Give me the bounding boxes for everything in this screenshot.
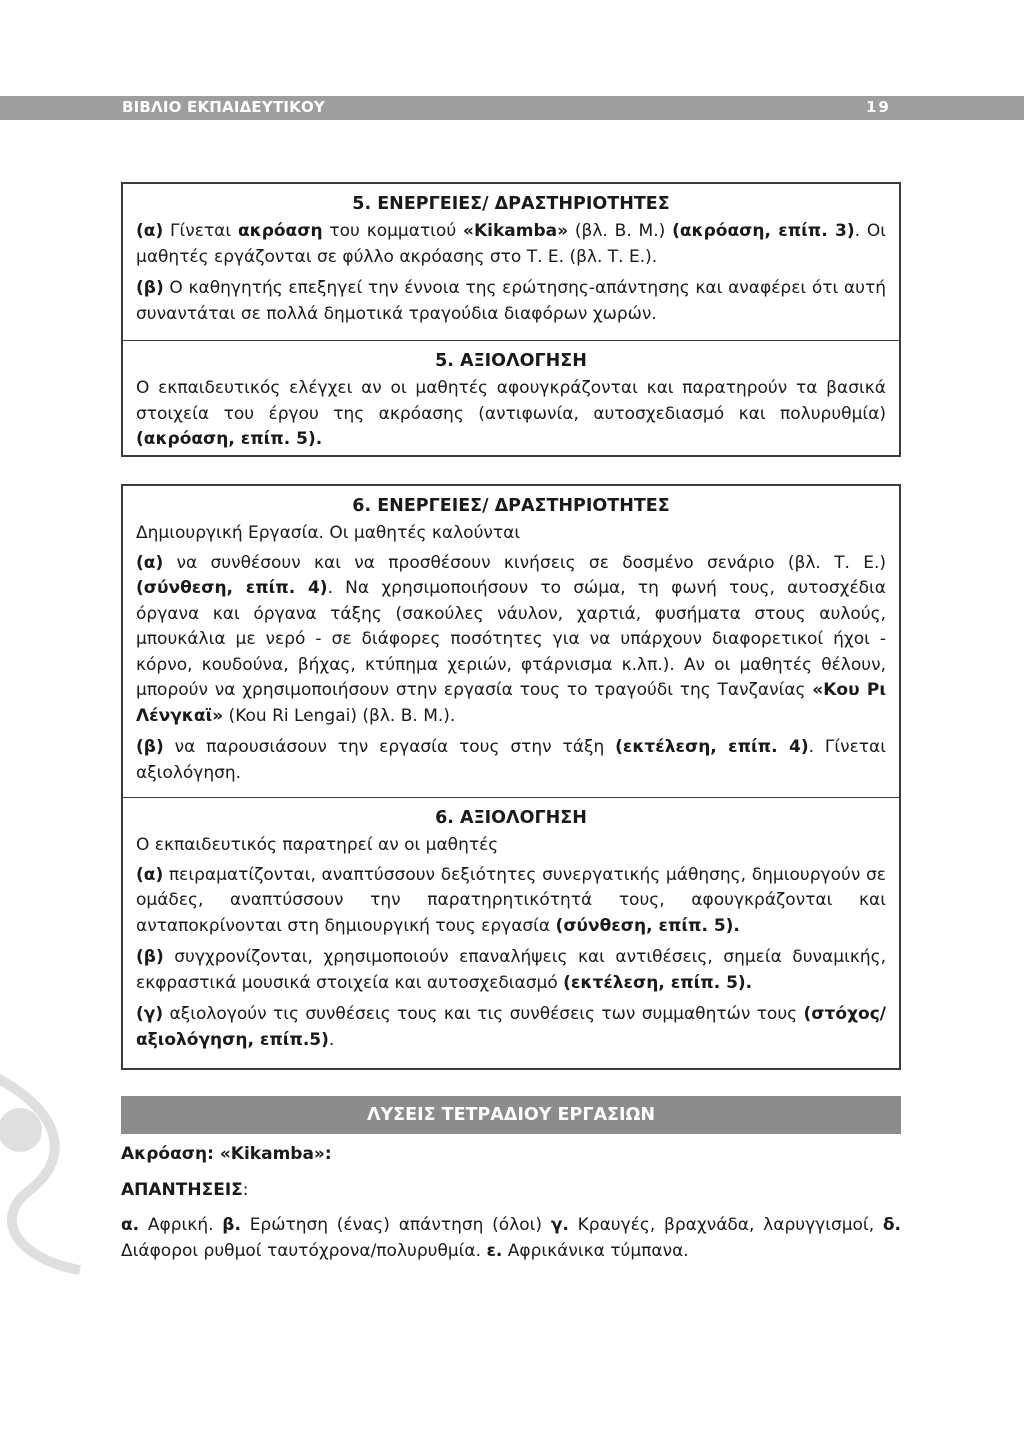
section-6-evaluation-a: (α) πειραματίζονται, αναπτύσσουν δεξιότητες συνεργατικής μάθησης, δημιουργούν σε ομάδες, αναπτύσσουν την παρατηρητικότητά τους, αφουγκράζονται και ανταποκρίνονται στη δημιουργική τους εργασία (σύνθεση, επίπ. 5). bbox=[136, 864, 886, 936]
section-6-box bbox=[121, 484, 901, 1070]
section-6-activity-a: (α) να συνθέσουν και να προσθέσουν κινήσεις σε δοσμένο σενάριο (βλ. Τ. Ε.) (σύνθεση, επίπ. 4). Να χρησιμοποιήσουν το σώμα, τη φωνή τους, αυτοσχέδια όργανα και όργανα τάξης (σακούλες νάυλον, χαρτιά, φυσήματα στους αυλούς, μπουκάλια με νερό - σε διάφορες ποσότητες για να υπάρχουν διαφορετικοί ήχοι - κόρνο, κουδούνα, βήχας, κτύπημα χεριών, φτάρνισμα κ.λπ.). Αν οι μαθητές θέλουν, μπορούν να χρησιμοποιήσουν στην εργασία τους το τραγούδι της Τανζανίας «Κου Ρι Λένγκαϊ» (Kou Ri Lengai) (βλ. Β. Μ.). bbox=[136, 552, 886, 726]
solutions-answers-label: ΑΠΑΝΤΗΣΕΙΣ: bbox=[121, 1179, 249, 1200]
section-5-evaluation-title: 5. ΑΞΙΟΛΟΓΗΣΗ bbox=[435, 351, 587, 371]
solutions-answers: α. Αφρική. β. Ερώτηση (ένας) απάντηση (όλοι) γ. Κραυγές, βραχνάδα, λαρυγγισμοί, δ. Διάφοροι ρυθμοί ταυτόχρονα/πολυρυθμία. ε. Αφρικάνικα τύμπανα. bbox=[121, 1215, 902, 1261]
header-title: ΒΙΒΛΙΟ ΕΚΠΑΙΔΕΥΤΙΚΟΥ bbox=[122, 98, 325, 116]
solutions-title-bar: ΛΥΣΕΙΣ ΤΕΤΡΑΔΙΟΥ ΕΡΓΑΣΙΩΝ bbox=[121, 1096, 901, 1134]
section-5-activities-title: 5. ΕΝΕΡΓΕΙΕΣ/ ΔΡΑΣΤΗΡΙΟΤΗΤΕΣ bbox=[352, 194, 670, 214]
page-number: 19 bbox=[866, 98, 891, 116]
section-6-activity-b: (β) να παρουσιάσουν την εργασία τους στην τάξη (εκτέλεση, επίπ. 4). Γίνεται αξιολόγηση. bbox=[136, 737, 886, 783]
section-5-evaluation-text: Ο εκπαιδευτικός ελέγχει αν οι μαθητές αφουγκράζονται και παρατηρούν τα βασικά στοιχεία του έργου της ακρόασης (αντιφωνία, αυτοσχεδιασμό και πολυρυθμία) (ακρόαση, επίπ. 5). bbox=[136, 378, 886, 449]
section-6-activities bbox=[123, 486, 899, 797]
section-5-box bbox=[121, 182, 901, 457]
section-6-evaluation-title: 6. ΑΞΙΟΛΟΓΗΣΗ bbox=[435, 808, 587, 828]
section-6-activities-intro: Δημιουργική Εργασία. Οι μαθητές καλούνται bbox=[136, 523, 521, 543]
section-6-evaluation-b: (β) συγχρονίζονται, χρησιμοποιούν επαναλήψεις και αντιθέσεις, σημεία δυναμικής, εκφραστικά μουσικά στοιχεία και αυτοσχεδιασμό (εκτέλεση, επίπ. 5). bbox=[136, 947, 886, 993]
decorative-ornament bbox=[0, 1060, 100, 1280]
section-5-activity-a: (α) Γίνεται ακρόαση του κομματιού «Kikamba» (βλ. Β. Μ.) (ακρόαση, επίπ. 3). Οι μαθητές εργάζονται σε φύλλο ακρόασης στο Τ. Ε. (βλ. Τ. Ε.). bbox=[136, 221, 886, 267]
section-6-evaluation-c: (γ) αξιολογούν τις συνθέσεις τους και τις συνθέσεις των συμμαθητών τους (στόχος/αξιολόγηση, επίπ.5). bbox=[136, 1004, 886, 1050]
section-5-activities bbox=[123, 184, 899, 340]
solutions-content bbox=[121, 1142, 901, 1274]
section-5-activity-b: (β) Ο καθηγητής επεξηγεί την έννοια της ερώτησης-απάντησης και αναφέρει ότι αυτή συναντάται σε πολλά δημοτικά τραγούδια διαφόρων χωρών. bbox=[136, 278, 886, 324]
solutions-listening: Ακρόαση: «Kikamba»: bbox=[121, 1144, 332, 1164]
section-6-activities-title: 6. ΕΝΕΡΓΕΙΕΣ/ ΔΡΑΣΤΗΡΙΟΤΗΤΕΣ bbox=[352, 496, 670, 516]
section-5-evaluation bbox=[123, 340, 899, 453]
section-6-evaluation bbox=[123, 797, 899, 1053]
section-6-evaluation-intro: Ο εκπαιδευτικός παρατηρεί αν οι μαθητές bbox=[136, 835, 499, 855]
